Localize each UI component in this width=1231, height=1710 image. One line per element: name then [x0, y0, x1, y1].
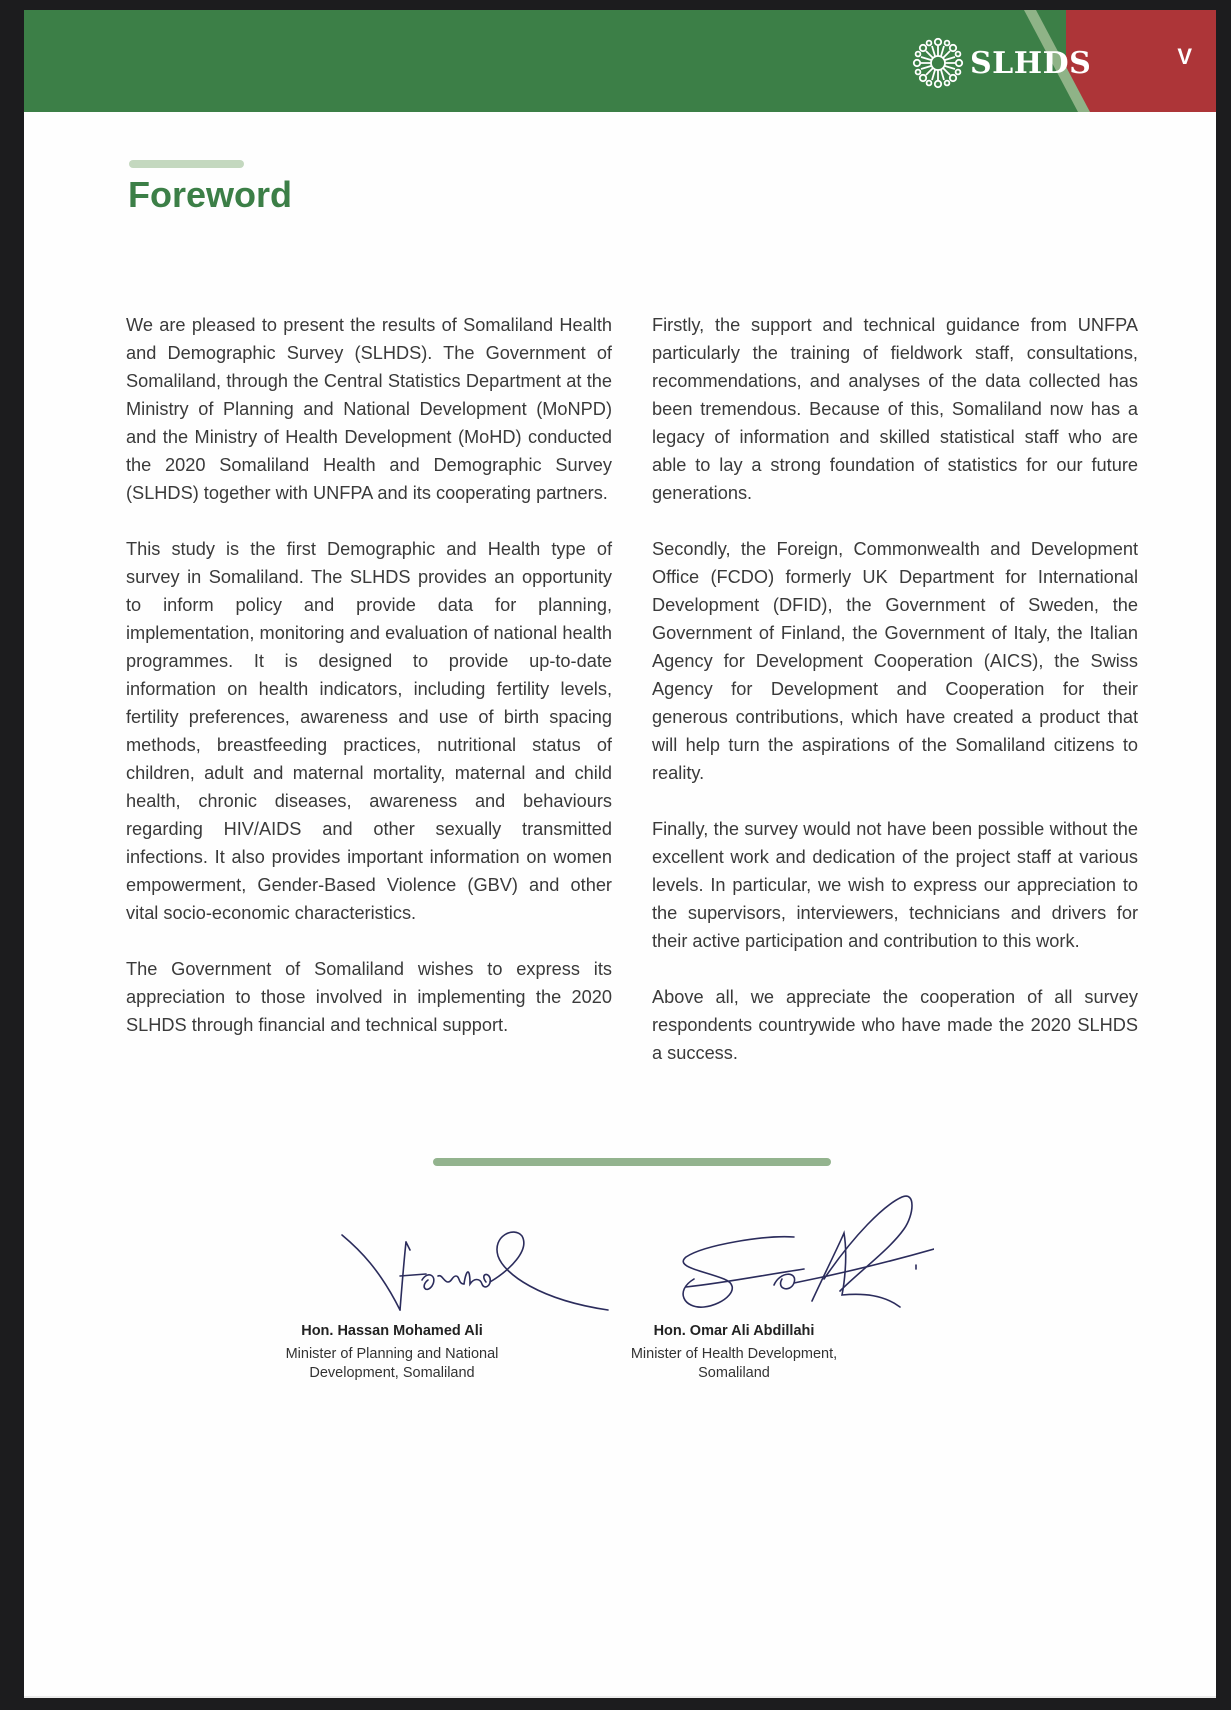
signatory-name: Hon. Omar Ali Abdillahi [653, 1323, 815, 1339]
signatory-2 [584, 1323, 884, 1383]
paragraph: Secondly, the Foreign, Commonwealth and Development Office (FCDO) formerly UK Department for International Development (DFID), the Government of Sweden, the Government of Finland, the Government of Italy, the Italian Agency for Development Cooperation (AICS), the Swiss Agency for Development and Cooperation for their generous contributions, which have created a product that will help turn the aspirations of the Somaliland citizens to reality. [652, 539, 1138, 783]
paragraph: We are pleased to present the results of Somaliland Health and Demographic Survey (SLHDS). The Government of Somaliland, through the Central Statistics Department at the Ministry of Planning and National Development (MoNPD) and the Ministry of Health Development (MoHD) conducted the 2020 Somaliland Health and Demographic Survey (SLHDS) together with UNFPA and its cooperating partners. [126, 315, 612, 503]
signatory-title-line2: Somaliland [698, 1365, 770, 1381]
signatory-title-line2: Development, Somaliland [309, 1365, 475, 1381]
paragraph: Above all, we appreciate the cooperation of all survey respondents countrywide who have made the 2020 SLHDS a success. [652, 987, 1138, 1063]
title-accent-bar [129, 160, 244, 168]
left-column [126, 311, 612, 1067]
signatory-title-line1: Minister of Health Development, [630, 1346, 838, 1362]
slhds-logo [912, 37, 1091, 89]
signatory-title-line1: Minister of Planning and National [285, 1346, 499, 1362]
signatory-name: Hon. Hassan Mohamed Ali [301, 1323, 483, 1339]
document-page [24, 10, 1216, 1698]
right-column [652, 311, 1138, 1095]
signature-hassan-mohamed-ali [340, 1190, 620, 1325]
page-header [24, 10, 1216, 112]
page-title: Foreword [128, 174, 293, 215]
paragraph: This study is the first Demographic and Health type of survey in Somaliland. The SLHDS provides an opportunity to inform policy and provide data for planning, implementation, monitoring and evaluation of national health programmes. It is designed to provide up-to-date information on health indicators, including fertility levels, fertility preferences, awareness and use of birth spacing methods, breastfeeding practices, nutritional status of children, adult and maternal mortality, maternal and child health, chronic diseases, awareness and behaviours regarding HIV/AIDS and other sexually transmitted infections. It also provides important information on women empowerment, Gender-Based Violence (GBV) and other vital socio-economic characteristics. [126, 539, 612, 923]
paragraph: The Government of Somaliland wishes to express its appreciation to those involved in implementing the 2020 SLHDS through financial and technical support. [126, 959, 612, 1035]
paragraph: Finally, the survey would not have been possible without the excellent work and dedication of the project staff at various levels. In particular, we wish to express our appreciation to the supervisors, interviewers, technicians and drivers for their active participation and contribution to this work. [652, 819, 1138, 951]
paragraph: Firstly, the support and technical guidance from UNFPA particularly the training of fieldwork staff, consultations, recommendations, and analyses of the data collected has been tremendous. Because of this, Somaliland now has a legacy of information and skilled statistical staff who are able to lay a strong foundation of statistics for our future generations. [652, 315, 1138, 503]
signature-divider [433, 1158, 831, 1166]
signature-omar-ali-abdillahi [664, 1175, 934, 1325]
logo-text: SLHDS [970, 45, 1092, 81]
flower-emblem-icon [912, 37, 964, 89]
page-number: V [1177, 44, 1192, 69]
signatory-1 [242, 1323, 542, 1383]
